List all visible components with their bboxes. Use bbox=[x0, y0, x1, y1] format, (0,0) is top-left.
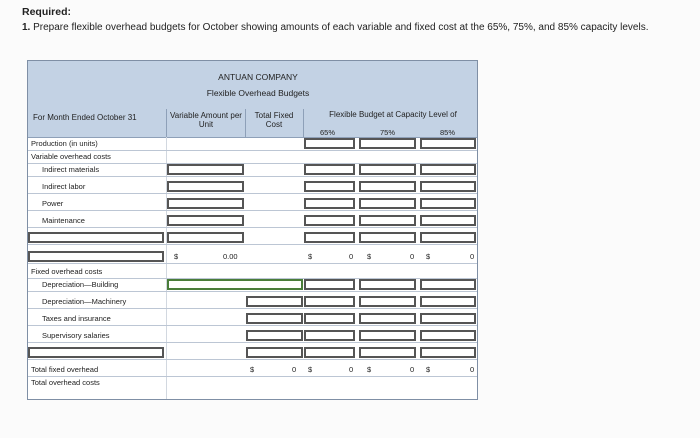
dollar-sign: $ bbox=[250, 365, 255, 374]
indirect-materials-variable-input[interactable] bbox=[167, 164, 244, 175]
required-number: 1. bbox=[22, 22, 31, 33]
supervisory-salaries-row bbox=[28, 330, 477, 343]
dep-machinery-row bbox=[28, 296, 477, 309]
production-75-input[interactable] bbox=[359, 138, 416, 149]
indirect-materials-row bbox=[28, 164, 477, 177]
production-85-input[interactable] bbox=[420, 138, 476, 149]
row-label: Total fixed overhead bbox=[31, 365, 99, 374]
maintenance-65-input[interactable] bbox=[304, 215, 355, 226]
indirect-labor-variable-input[interactable] bbox=[167, 181, 244, 192]
total-variable-65-value: 0 bbox=[349, 252, 354, 261]
total-variable-85-value: 0 bbox=[470, 252, 475, 261]
level-75-header: 75% bbox=[380, 128, 396, 137]
maintenance-85-input[interactable] bbox=[420, 215, 476, 226]
level-65-header: 65% bbox=[320, 128, 336, 137]
total-fixed-header: Total Fixed Cost bbox=[254, 111, 294, 129]
total-variable-label-input[interactable] bbox=[28, 251, 164, 262]
blank-variable-row bbox=[28, 232, 477, 245]
dep-building-85-input[interactable] bbox=[420, 279, 476, 290]
blank-fixed-65-input[interactable] bbox=[304, 347, 355, 358]
dollar-sign: $ bbox=[367, 365, 372, 374]
required-text: Prepare flexible overhead budgets for October showing amounts of each variable and fixed cost at the 65%, 75%, and 85% capacity levels. bbox=[33, 22, 649, 33]
fixed-costs-header-row bbox=[28, 266, 477, 279]
month-label: For Month Ended October 31 bbox=[33, 113, 137, 122]
row-label: Power bbox=[42, 199, 64, 208]
power-65-input[interactable] bbox=[304, 198, 355, 209]
dollar-sign: $ bbox=[308, 365, 313, 374]
power-variable-input[interactable] bbox=[167, 198, 244, 209]
production-65-input[interactable] bbox=[304, 138, 355, 149]
required-heading: Required: bbox=[22, 6, 72, 18]
blank-label-input[interactable] bbox=[28, 232, 164, 243]
indirect-labor-75-input[interactable] bbox=[359, 181, 416, 192]
total-fixed-65-value: 0 bbox=[349, 365, 354, 374]
blank-65-input[interactable] bbox=[304, 232, 355, 243]
row-label: Fixed overhead costs bbox=[31, 267, 103, 276]
taxes-insurance-row bbox=[28, 313, 477, 326]
dollar-sign: $ bbox=[308, 252, 313, 261]
variable-costs-header-row bbox=[28, 151, 477, 164]
power-85-input[interactable] bbox=[420, 198, 476, 209]
row-label: Total overhead costs bbox=[31, 378, 100, 387]
blank-fixed-row bbox=[28, 347, 477, 360]
blank-fixed-input[interactable] bbox=[246, 347, 303, 358]
dep-building-row bbox=[28, 279, 477, 292]
header-divider bbox=[303, 109, 304, 137]
taxes-65-input[interactable] bbox=[304, 313, 355, 324]
dollar-sign: $ bbox=[426, 252, 431, 261]
production-row bbox=[28, 138, 477, 151]
total-overhead-row bbox=[28, 377, 477, 389]
row-label: Depreciation—Machinery bbox=[42, 297, 127, 306]
taxes-fixed-input[interactable] bbox=[246, 313, 303, 324]
indirect-materials-75-input[interactable] bbox=[359, 164, 416, 175]
dep-machinery-85-input[interactable] bbox=[420, 296, 476, 307]
dep-machinery-75-input[interactable] bbox=[359, 296, 416, 307]
indirect-labor-85-input[interactable] bbox=[420, 181, 476, 192]
dep-machinery-65-input[interactable] bbox=[304, 296, 355, 307]
row-label: Indirect labor bbox=[42, 182, 86, 191]
indirect-materials-65-input[interactable] bbox=[304, 164, 355, 175]
dep-building-65-input[interactable] bbox=[304, 279, 355, 290]
row-label: Depreciation—Building bbox=[42, 280, 119, 289]
dollar-sign: $ bbox=[367, 252, 372, 261]
blank-fixed-label-input[interactable] bbox=[28, 347, 164, 358]
required-instructions bbox=[22, 22, 672, 33]
indirect-labor-65-input[interactable] bbox=[304, 181, 355, 192]
total-fixed-85-value: 0 bbox=[470, 365, 475, 374]
supervisory-85-input[interactable] bbox=[420, 330, 476, 341]
dollar-sign: $ bbox=[174, 252, 179, 261]
blank-fixed-85-input[interactable] bbox=[420, 347, 476, 358]
blank-variable-input[interactable] bbox=[167, 232, 244, 243]
row-label: Indirect materials bbox=[42, 165, 100, 174]
power-row bbox=[28, 198, 477, 211]
level-85-header: 85% bbox=[440, 128, 456, 137]
supervisory-75-input[interactable] bbox=[359, 330, 416, 341]
maintenance-row bbox=[28, 215, 477, 228]
indirect-labor-row bbox=[28, 181, 477, 194]
variable-amount-header: Variable Amount per Unit bbox=[170, 111, 242, 129]
total-fixed-75-value: 0 bbox=[410, 365, 415, 374]
supervisory-fixed-input[interactable] bbox=[246, 330, 303, 341]
row-label: Supervisory salaries bbox=[42, 331, 110, 340]
dep-machinery-fixed-input[interactable] bbox=[246, 296, 303, 307]
blank-75-input[interactable] bbox=[359, 232, 416, 243]
dep-building-75-input[interactable] bbox=[359, 279, 416, 290]
dep-building-fixed-input[interactable] bbox=[167, 279, 303, 290]
row-label: Production (in units) bbox=[31, 139, 98, 148]
blank-85-input[interactable] bbox=[420, 232, 476, 243]
total-fixed-cost-value: 0 bbox=[292, 365, 297, 374]
budget-title: Flexible Overhead Budgets bbox=[206, 88, 310, 98]
maintenance-variable-input[interactable] bbox=[167, 215, 244, 226]
capacity-header: Flexible Budget at Capacity Level of bbox=[329, 110, 457, 119]
taxes-75-input[interactable] bbox=[359, 313, 416, 324]
flexible-budget-worksheet bbox=[27, 60, 478, 400]
dollar-sign: $ bbox=[426, 365, 431, 374]
row-label: Taxes and insurance bbox=[42, 314, 111, 323]
row-label: Maintenance bbox=[42, 216, 85, 225]
company-name: ANTUAN COMPANY bbox=[218, 72, 298, 82]
worksheet-header bbox=[28, 61, 477, 138]
total-fixed-row bbox=[28, 364, 477, 377]
total-variable-unit-value: 0.00 bbox=[223, 252, 238, 261]
taxes-85-input[interactable] bbox=[420, 313, 476, 324]
header-divider bbox=[245, 109, 246, 137]
maintenance-75-input[interactable] bbox=[359, 215, 416, 226]
total-variable-row bbox=[28, 251, 477, 264]
supervisory-65-input[interactable] bbox=[304, 330, 355, 341]
blank-fixed-75-input[interactable] bbox=[359, 347, 416, 358]
power-75-input[interactable] bbox=[359, 198, 416, 209]
indirect-materials-85-input[interactable] bbox=[420, 164, 476, 175]
header-divider bbox=[166, 109, 167, 137]
row-label: Variable overhead costs bbox=[31, 152, 111, 161]
total-variable-75-value: 0 bbox=[410, 252, 415, 261]
